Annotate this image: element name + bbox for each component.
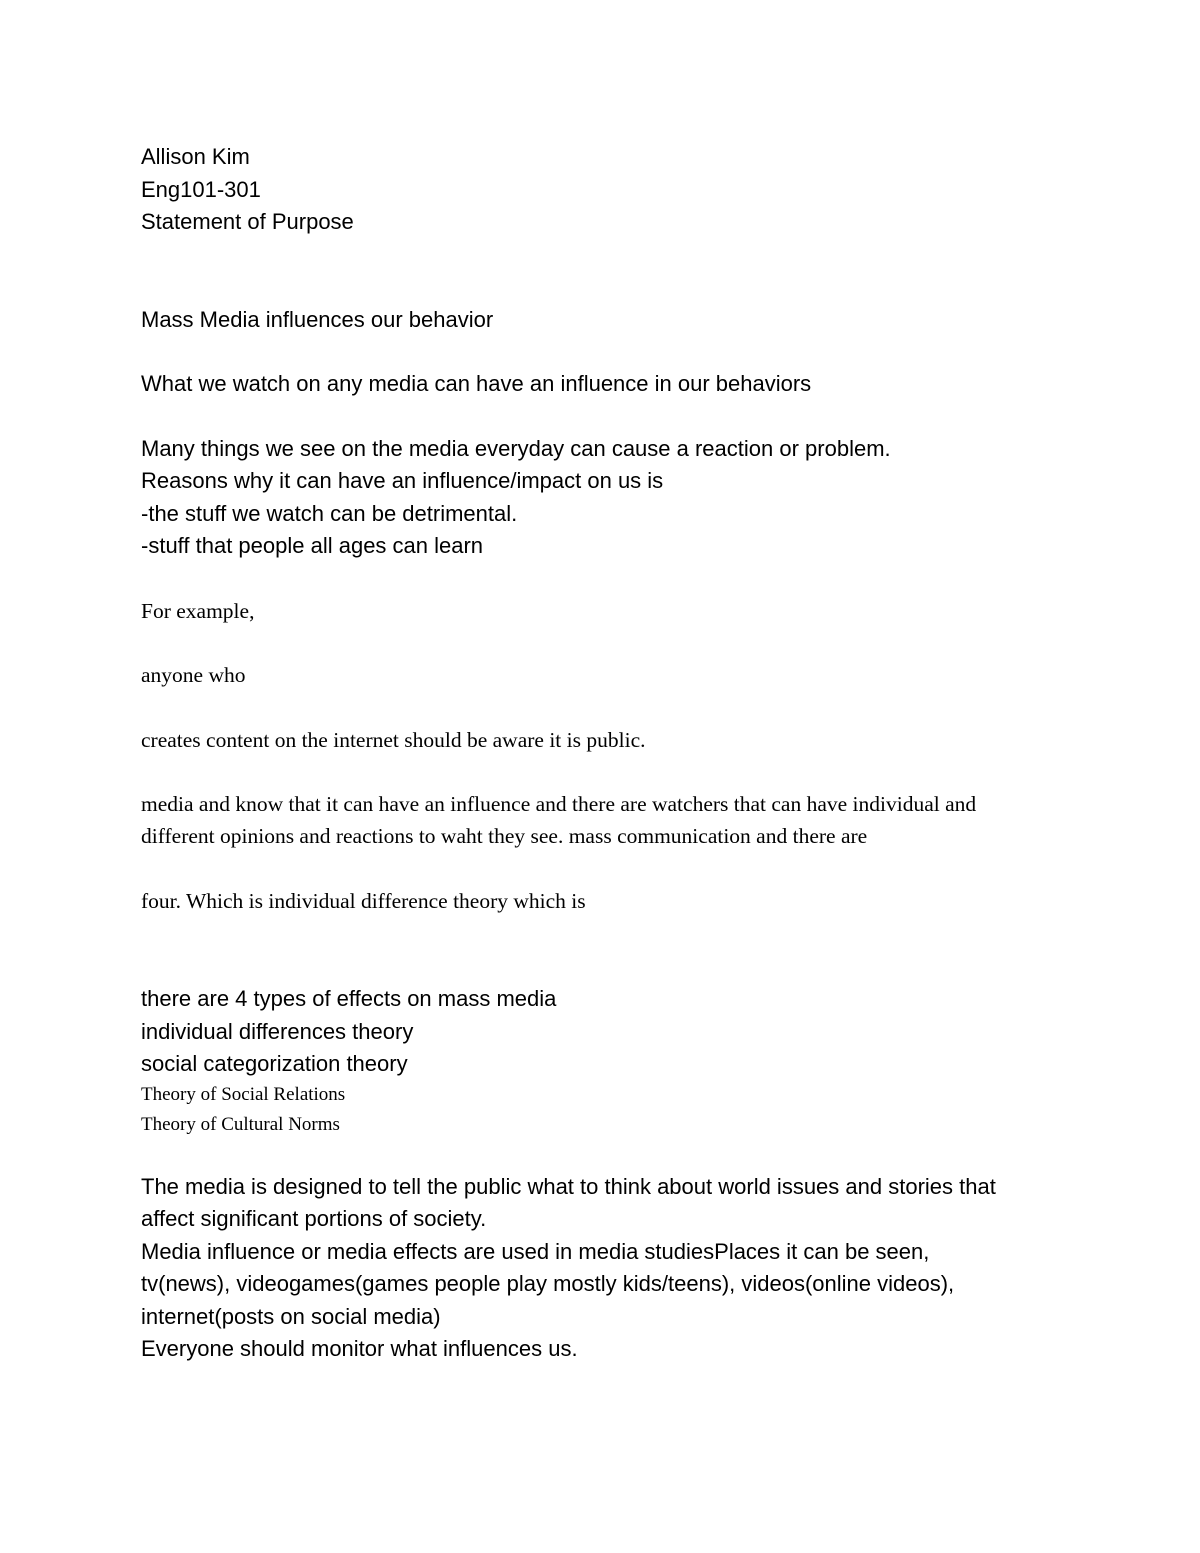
conclusion-line-3: Media influence or media effects are used in media studiesPlaces it can be seen, — [141, 1239, 930, 1264]
conclusion-line-6: Everyone should monitor what influences us. — [141, 1336, 578, 1361]
intro-paragraph: What we watch on any media can have an influence in our behaviors — [141, 371, 812, 396]
theory-item: social categorization theory — [141, 1051, 408, 1076]
reasons-line-1: Many things we see on the media everyday can cause a reaction or problem. — [141, 436, 891, 461]
reasons-line-2: Reasons why it can have an influence/impact on us is — [141, 468, 664, 493]
course-code: Eng101-301 — [141, 177, 261, 202]
example-paragraph-1: anyone who — [141, 663, 246, 687]
theory-item: Theory of Cultural Norms — [141, 1114, 340, 1135]
conclusion-line-1: The media is designed to tell the public what to think about world issues and stories that — [141, 1174, 996, 1199]
conclusion-line-4: tv(news), videogames(games people play mostly kids/teens), videos(online videos), — [141, 1271, 955, 1296]
theories-intro: there are 4 types of effects on mass media — [141, 986, 557, 1011]
reason-bullet-1: -the stuff we watch can be detrimental. — [141, 501, 518, 526]
example-paragraph-3-line-2: different opinions and reactions to waht they see. mass communication and there are — [141, 824, 868, 848]
reason-bullet-2: -stuff that people all ages can learn — [141, 533, 484, 558]
example-lead: For example, — [141, 599, 255, 623]
theory-item: Theory of Social Relations — [141, 1084, 346, 1105]
conclusion-line-2: affect significant portions of society. — [141, 1206, 487, 1231]
conclusion-line-5: internet(posts on social media) — [141, 1304, 441, 1329]
example-paragraph-2: creates content on the internet should be aware it is public. — [141, 728, 646, 752]
example-paragraph-3-line-1: media and know that it can have an influence and there are watchers that can have individual and — [141, 792, 977, 816]
author-name: Allison Kim — [141, 144, 250, 169]
example-paragraph-4: four. Which is individual difference theory which is — [141, 889, 586, 913]
document-title: Statement of Purpose — [141, 209, 354, 234]
theory-item: individual differences theory — [141, 1019, 414, 1044]
topic-statement: Mass Media influences our behavior — [141, 307, 494, 332]
